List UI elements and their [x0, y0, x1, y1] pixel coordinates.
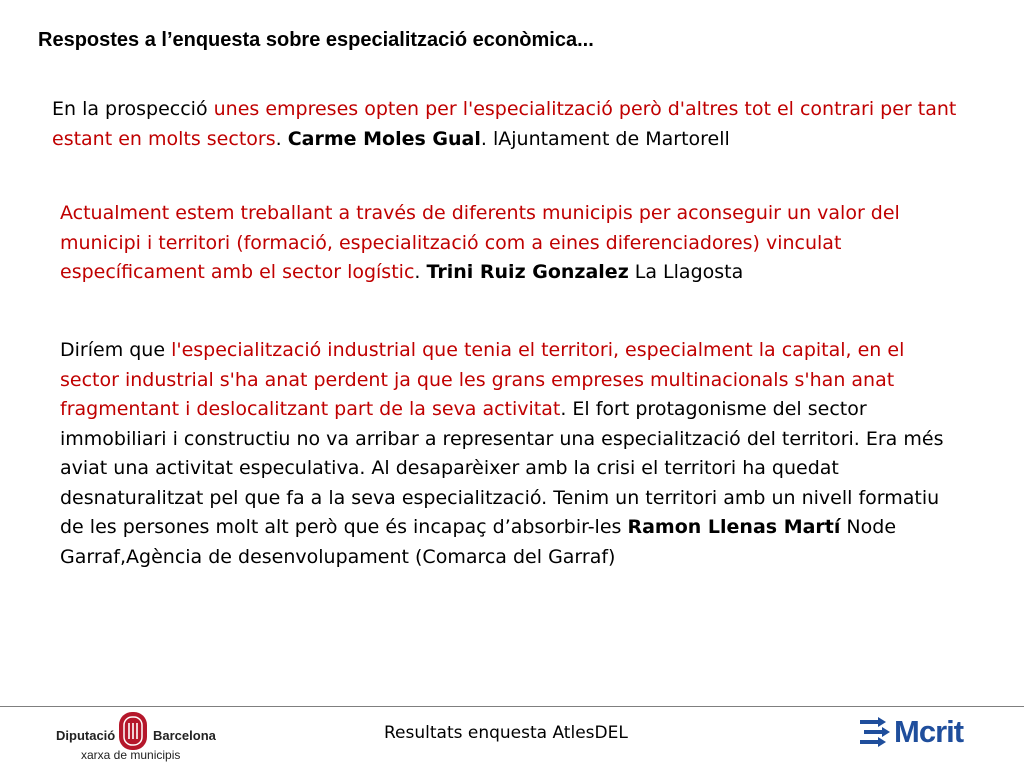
para2-author: Trini Ruiz Gonzalez [426, 261, 629, 283]
response-paragraph-2 [60, 199, 965, 288]
para3-highlight: l'especialització industrial que tenia el territori, especialment la capital, en el sector industrial s'ha anat perdent ja que les grans empreses multinacionals s'han anat fragmentant i deslocalitzant part de la seva activitat [60, 339, 905, 420]
para3-text-3: Node Garraf,Agència de desenvolupament (Comarca del Garraf) [60, 516, 897, 568]
response-paragraph-1 [52, 95, 982, 154]
mcrit-logo [858, 712, 978, 752]
para2-highlight: Actualment estem treballant a través de diferents municipis per aconseguir un valor del municipi i territori (formació, especialització com a eines diferenciadores) vinculat específicament amb el sector logístic [60, 202, 900, 283]
seal-icon [118, 711, 148, 751]
para1-text-1: En la prospecció [52, 98, 214, 120]
footer-divider [0, 706, 1024, 707]
mcrit-wordmark: Mcrit [894, 714, 964, 749]
para1-text-3: . lAjuntament de Martorell [480, 127, 730, 150]
para2-text-2: La Llagosta [628, 261, 744, 283]
para2-text-1: . [414, 261, 427, 283]
footer-caption: Resultats enquesta AtlesDEL [384, 723, 628, 743]
para3-text-2: . El fort protagonisme del sector immobiliari i constructiu no va arribar a representar una especialització del territori. Era més aviat una activitat especulativa. Al desaparèixer amb la crisi el territori ha quedat desnaturalitzat pel que fa a la seva especialització. Tenim un territori amb un nivell formatiu de les persones molt alt però que és incapaç d’absorbir-les [60, 398, 944, 538]
diputacio-barcelona-logo [48, 708, 248, 766]
arrows-icon [858, 712, 894, 752]
para3-text-1: Diríem que [60, 339, 172, 361]
para3-author: Ramon Llenas Martí [627, 516, 841, 538]
para1-text-2: . [275, 127, 288, 150]
response-paragraph-3 [60, 336, 965, 572]
logo-word-barcelona: Barcelona [153, 728, 216, 743]
para1-highlight: unes empreses opten per l'especialització però d'altres tot el contrari per tant estant en molts sectors [52, 98, 957, 150]
logo-subtitle: xarxa de municipis [81, 748, 181, 762]
slide-title: Respostes a l’enquesta sobre especialització econòmica... [38, 29, 594, 51]
para1-author: Carme Moles Gual [287, 127, 481, 150]
logo-word-diputacio: Diputació [56, 728, 116, 743]
